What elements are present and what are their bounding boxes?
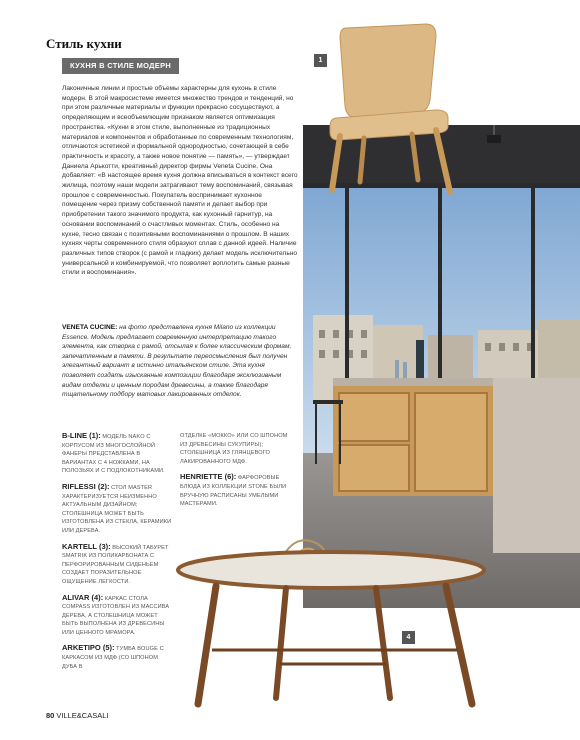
- credits-column-left: [62, 432, 174, 678]
- photo-caption: [62, 323, 298, 400]
- credit-text: МОДЕЛЬ NAKO С КОРПУСОМ ИЗ МНОГОСЛОЙНОЙ ФАНЕРЫ ПРЕДСТАВЛЕНА В ВАРИАНТАХ С 4 НОЖКАМИ, НА ПОЛОЗЬЯХ И С ПОДЛОКОТНИКАМИ.: [62, 434, 165, 475]
- magazine-name: VILLE&CASALI: [56, 711, 109, 720]
- credit-brand: RIFLESSI (2):: [62, 481, 110, 491]
- table-illustration: [176, 528, 506, 708]
- credit-item: [62, 432, 174, 476]
- section-title: Стиль кухни: [46, 36, 122, 51]
- credit-text: ФАРФОРОВЫЕ БЛЮДА ИЗ КОЛЛЕКЦИИ STONE БЫЛИ ВРУЧНУЮ РАСПИСАНЫ УМЕЛЫМИ МАСТЕРАМИ.: [180, 475, 287, 508]
- credit-text: ТУМБА BOUGE С КАРКАСОМ ИЗ МДФ (СО ШПОНОМ ДУБА В: [62, 646, 164, 670]
- page-number: 80: [46, 711, 55, 720]
- credit-brand: B-LINE (1):: [62, 431, 101, 440]
- credit-brand: KARTELL (3):: [62, 541, 111, 551]
- credit-brand: ARKETIPO (5):: [62, 643, 115, 653]
- item-number-tag: 1: [314, 54, 327, 67]
- rubric-badge: КУХНЯ В СТИЛЕ МОДЕРН: [62, 58, 179, 74]
- credit-brand: ALIVAR (4):: [62, 592, 104, 602]
- credit-text: ВЫСОКИЙ ТАБУРЕТ SMATRIK ИЗ ПОЛИКАРБОНАТА С ПЕРФОРИРОВАННЫМ СИДЕНЬЕМ СОЗДАЕТ ПОРАЗИТЕЛЬНОЕ ОЩУЩЕНИЕ ЛЕГКОСТИ.: [62, 544, 169, 585]
- credit-item: [180, 432, 292, 466]
- credit-item: [62, 594, 174, 638]
- credit-brand: HENRIETTE (6):: [180, 472, 237, 482]
- page-footer: [46, 711, 108, 720]
- item-number-tag: 4: [402, 631, 415, 644]
- credit-text: СТОЛ MASTER ХАРАКТЕРИЗУЕТСЯ НЕИЗМЕННО АКТУАЛЬНЫМ ДИЗАЙНОМ; СТОЛЕШНИЦА МОЖЕТ БЫТЬ ИЗГОТОВЛЕНА ИЗ СТЕКЛА, КЕРАМИКИ ИЛИ ДЕРЕВА.: [62, 484, 172, 534]
- chair-illustration: [318, 22, 468, 197]
- credit-item: [180, 473, 292, 508]
- credit-item: [62, 543, 174, 587]
- credit-item: [62, 644, 174, 671]
- credits-column-right: [180, 432, 292, 516]
- caption-text: на фото представлена кухня Milano из коллекции Essence. Модель предлагает современную интерпретацию такого элемента, как створка с рамой, отсылая к более классическим формам, запечатленным в памяти. В результате переосмысления был получен элегантный вариант в истинно итальянском стиле. Эта кухня позволяет создать изысканные композиции благодаря эксклюзивным видам отделки и ценным породам древесины, а также благодаря тщательному подбору матовых лакированных отделок.: [62, 324, 292, 399]
- credit-text: ОТДЕЛКЕ «МОККО» ИЛИ СО ШПОНОМ ИЗ ДРЕВЕСИНЫ СУКУПИРЫ); СТОЛЕШНИЦА ИЗ ГЛЯНЦЕВОГО ЛАКИРОВАННОГО МДФ.: [180, 433, 288, 465]
- intro-text: Лаконичные линии и простые объемы характерны для кухонь в стиле модерн. В этой макросистеме имеется множество трендов и тенденций, но при этом различные материалы и функции прекрасно сосуществуют, а определяющим и всеобъемлющим признаком является оптимизация пространства. «Кухни в этом стиле, выполненные из традиционных материалов и компонентов и обработанные по современным технологиям, отличаются эстетикой и формальной однородностью, сочетающей в себе практичность и красоту, а также новое понятие — память», — утверждает Даниела Арькотти, креативный директор фирмы Veneta Cucine. Она добавляет: «В настоящее время кухня должна вписываться в контекст всего жилища, поэтому наши модели затрагивают тему воспоминаний, связывая прошлое с современностью. Покупатель воспринимает кухонное помещение через призму собственной памяти и делает выбор при приобретении такого значимого продукта, как кухонный гарнитур, на основании воспоминаний о счастливых моментах. Стиль, особенно на кухне, тесно связан с позитивными воспоминаниями о прошлом. В наших кухнях черты современного стиля образуют сплав с данной идеей. Наличие различных типов створок (с рамой и гладких) делает модель исключительно универсальной и комбинируемой, что позволяет воплотить самые разные стили и воспоминания».: [62, 85, 298, 277]
- credit-text: КАРКАС СТОЛА COMPASS ИЗГОТОВЛЕН ИЗ МАССИВА ДЕРЕВА, А СТОЛЕШНИЦА МОЖЕТ БЫТЬ ВЫПОЛНЕНА ИЗ ДРЕВЕСИНЫ ИЛИ ЦЕННОГО МРАМОРА.: [62, 595, 170, 636]
- credit-item: [62, 483, 174, 536]
- caption-brand: VENETA CUCINE:: [62, 324, 118, 331]
